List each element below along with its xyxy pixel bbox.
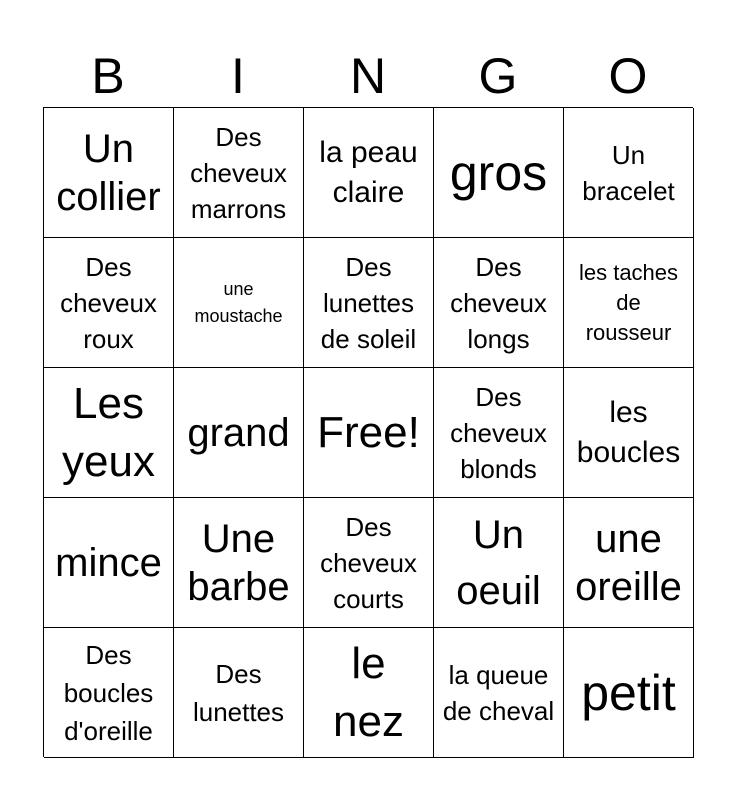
header-letter-b: B bbox=[91, 48, 125, 104]
bingo-cell[interactable] bbox=[44, 628, 174, 758]
bingo-board bbox=[43, 107, 693, 757]
cell-label: Des lunettes bbox=[192, 658, 285, 727]
bingo-cell[interactable] bbox=[304, 628, 434, 758]
bingo-cell[interactable] bbox=[174, 108, 304, 238]
cell-label: le nez bbox=[333, 638, 404, 746]
cell-label: Des cheveux longs bbox=[450, 251, 547, 354]
cell-label: Des cheveux courts bbox=[320, 511, 417, 614]
bingo-cell[interactable] bbox=[44, 108, 174, 238]
cell-label: Des cheveux blonds bbox=[450, 381, 547, 484]
bingo-cell[interactable] bbox=[44, 238, 174, 368]
bingo-cell[interactable] bbox=[174, 368, 304, 498]
cell-label: mince bbox=[55, 540, 162, 585]
cell-label: Un bracelet bbox=[582, 139, 675, 206]
bingo-cell[interactable] bbox=[304, 108, 434, 238]
bingo-header bbox=[43, 44, 693, 108]
cell-label: les taches de rousseur bbox=[578, 259, 679, 345]
bingo-cell[interactable] bbox=[564, 108, 694, 238]
cell-label: la queue de cheval bbox=[442, 659, 555, 726]
cell-label: Un oeuil bbox=[456, 512, 541, 613]
cell-label: une oreille bbox=[575, 516, 682, 609]
bingo-cell[interactable] bbox=[564, 368, 694, 498]
bingo-cell[interactable] bbox=[174, 498, 304, 628]
bingo-cell[interactable] bbox=[44, 368, 174, 498]
bingo-cell[interactable] bbox=[434, 498, 564, 628]
cell-label: Les yeux bbox=[62, 378, 155, 486]
cell-label: Des cheveux marrons bbox=[190, 121, 287, 224]
cell-label: gros bbox=[449, 144, 548, 201]
header-letter-g: G bbox=[478, 48, 518, 104]
bingo-cell[interactable] bbox=[564, 628, 694, 758]
cell-label: Des lunettes de soleil bbox=[320, 251, 417, 354]
bingo-cell[interactable] bbox=[434, 108, 564, 238]
bingo-cell[interactable] bbox=[174, 238, 304, 368]
bingo-cell[interactable] bbox=[44, 498, 174, 628]
cell-label: Des cheveux roux bbox=[60, 251, 157, 354]
bingo-cell[interactable] bbox=[564, 238, 694, 368]
cell-label: Une barbe bbox=[187, 516, 290, 609]
cell-label: Un collier bbox=[56, 126, 161, 219]
bingo-cell[interactable] bbox=[304, 238, 434, 368]
cell-label: une moustache bbox=[194, 278, 283, 326]
cell-label: grand bbox=[187, 410, 290, 455]
bingo-cell[interactable] bbox=[564, 498, 694, 628]
bingo-cell[interactable] bbox=[434, 238, 564, 368]
header-letter-o: O bbox=[608, 48, 648, 104]
bingo-cell[interactable] bbox=[304, 498, 434, 628]
cell-label: Des boucles d'oreille bbox=[63, 639, 154, 746]
bingo-cell[interactable] bbox=[174, 628, 304, 758]
bingo-cell[interactable] bbox=[434, 368, 564, 498]
header-letter-i: I bbox=[231, 48, 245, 104]
header-letter-n: N bbox=[349, 48, 387, 104]
bingo-cell[interactable] bbox=[304, 368, 434, 498]
cell-label: Free! bbox=[317, 407, 420, 457]
cell-label: les boucles bbox=[576, 395, 681, 469]
cell-label: petit bbox=[581, 664, 676, 721]
bingo-cell[interactable] bbox=[434, 628, 564, 758]
cell-label: la peau claire bbox=[319, 135, 418, 209]
